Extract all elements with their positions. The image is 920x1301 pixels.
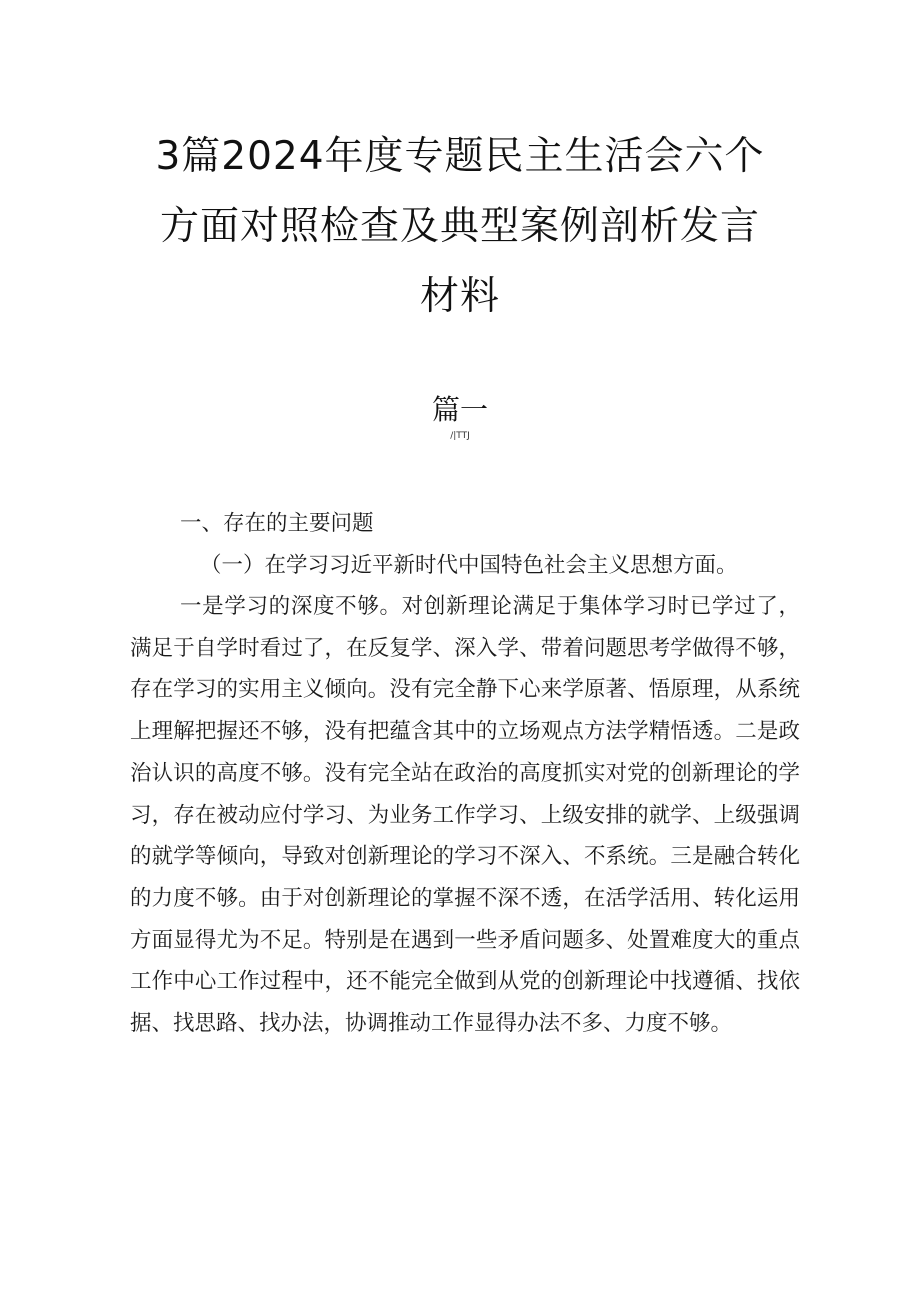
document-title: [0, 122, 920, 332]
title-line-1: 3篇2024年度专题民主生活会六个: [155, 134, 765, 179]
heading-level-2: （一）在学习习近平新时代中国特色社会主义思想方面。: [200, 553, 738, 578]
title-line-3: 材料: [419, 274, 500, 319]
section-heading: 篇一: [431, 393, 488, 426]
body-paragraph: 一是学习的深度不够。对创新理论满足于集体学习时已学过了，满足于自学时看过了，在反复学、深入学、带着问题思考学做得不够，存在学习的实用主义倾向。没有完全静下心来学原著、悟原理，从系统上理解把握还不够，没有把蕴含其中的立场观点方法学精悟透。二是政治认识的高度不够。没有完全站在政治的高度抓实对党的创新理论的学习，存在被动应付学习、为业务工作学习、上级安排的就学、上级强调的就学等倾向，导致对创新理论的学习不深入、不系统。三是融合转化的力度不够。由于对创新理论的掌握不深不透，在活学活用、转化运用方面显得尤为不足。特别是在遇到一些矛盾问题多、处置难度大的重点工作中心工作过程中，还不能完全做到从党的创新理论中找遵循、找依据、找思路、找办法，协调推动工作显得办法不多、力度不够。: [130, 594, 800, 1037]
heading-level-1: 一、存在的主要问题: [180, 511, 374, 536]
section-mark: /|TTJ: [450, 431, 470, 441]
title-line-2: 方面对照检查及典型案例剖析发言: [159, 204, 760, 249]
